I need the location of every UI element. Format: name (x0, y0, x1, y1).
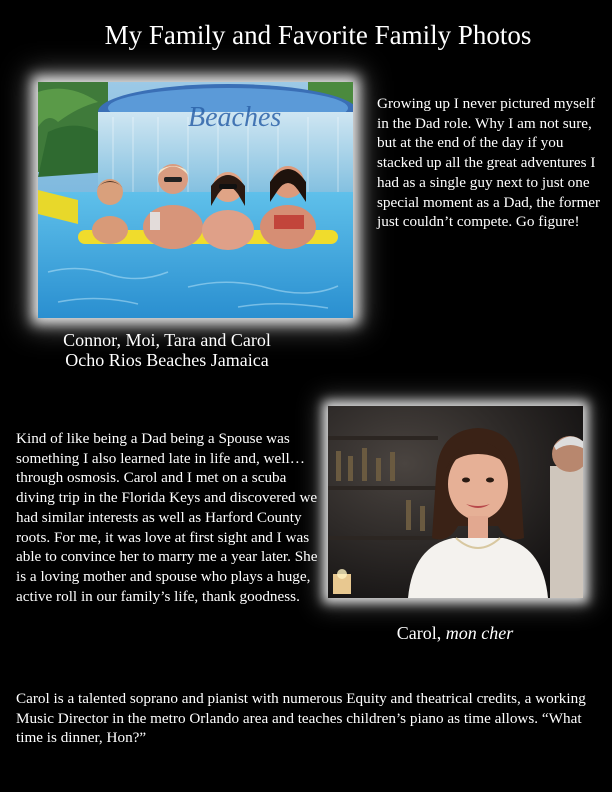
carol-bio-paragraph (16, 689, 601, 748)
carol-photo-caption (330, 622, 580, 644)
spouse-paragraph (16, 429, 322, 606)
carol-photo (328, 406, 583, 598)
paragraph-text: Growing up I never pictured myself in the Dad role. Why I am not sure, but at the end of the day if you stacked up all the great adventures I had as a single guy next to just one special moment as a Dad, the former just couldn’t compete. Go figure! (377, 95, 601, 231)
beaches-sign-text: Beaches (188, 102, 282, 133)
paragraph-text: Carol is a talented soprano and pianist with numerous Equity and theatrical credits, a working Music Director in the metro Orlando area and teaches children’s piano as time allows. “What time is dinner, Hon?” (16, 690, 586, 747)
caption-italic: mon cher (445, 623, 514, 643)
caption-name: Carol, (396, 623, 446, 643)
family-pool-photo (38, 82, 353, 318)
dad-role-paragraph (377, 94, 609, 232)
family-photo-caption (22, 330, 312, 370)
caption-line-location: Ocho Rios Beaches Jamaica (65, 350, 269, 370)
page-title: My Family and Favorite Family Photos (104, 20, 532, 50)
paragraph-text: Kind of like being a Dad being a Spouse was something I also learned late in life and, well…through osmosis. Carol and I met on a scuba diving trip in the Florida Keys and discovered we had similar interests as well as Harford County roots. For me, it was love at first sight and I was able to convince her to marry me a year later. She is a loving mother and spouse who plays a huge, active roll in our family’s life, thank goodness. (16, 430, 318, 605)
caption-line-names: Connor, Moi, Tara and Carol (63, 330, 271, 350)
